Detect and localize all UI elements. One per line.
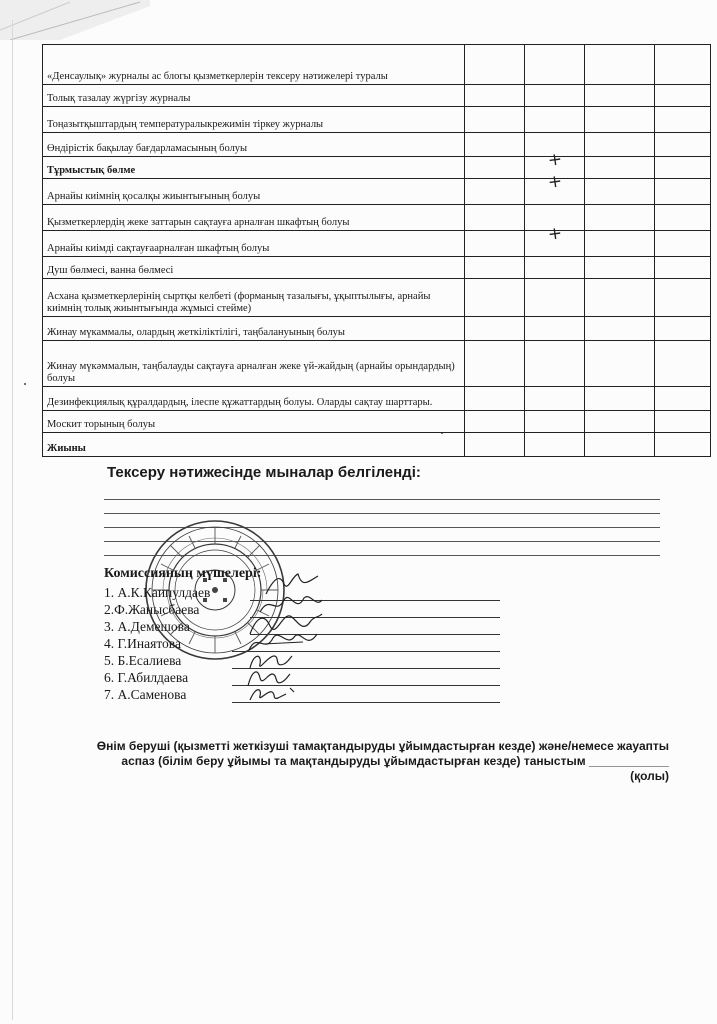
checklist-cell xyxy=(465,107,525,133)
checklist-cell xyxy=(655,45,711,85)
checklist-cell xyxy=(655,107,711,133)
checklist-row xyxy=(43,279,711,317)
checklist-row xyxy=(43,341,711,387)
checklist-cell xyxy=(585,317,655,341)
checklist-cell xyxy=(655,179,711,205)
checklist-item-label: Тұрмыстық бөлме xyxy=(43,157,465,179)
commission-member: 6. Г.Абилдаева xyxy=(104,670,189,685)
checklist-row xyxy=(43,411,711,433)
checklist-cell xyxy=(585,279,655,317)
checklist-cell xyxy=(585,341,655,387)
checklist-row xyxy=(43,205,711,231)
checklist-cell xyxy=(525,279,585,317)
checklist-item-label: «Денсаулық» журналы ас блогы қызметкерлерін тексеру нәтижелері туралы xyxy=(43,45,465,85)
acknowledgement-text: аспаз (білім беру ұйымы та мақтандыруды ұйымдастырған кезде) танысты xyxy=(121,754,577,768)
checkmark-plus: + xyxy=(545,171,563,193)
checklist-cell xyxy=(465,433,525,457)
checklist-cell xyxy=(585,179,655,205)
checklist-cell xyxy=(465,231,525,257)
checklist-cell xyxy=(655,231,711,257)
checklist-item-label: Москит торының болуы xyxy=(43,411,465,433)
checklist-cell xyxy=(585,107,655,133)
inspection-checklist-table xyxy=(42,44,711,457)
findings-title: Тексеру нәтижесінде мыналар белгіленді: xyxy=(107,464,421,481)
checklist-cell xyxy=(465,317,525,341)
checklist-row xyxy=(43,231,711,257)
checklist-item-label: Дезинфекциялық құралдардың, ілеспе құжаттардың болуы. Оларды сақтау шарттары. xyxy=(43,387,465,411)
checklist-cell xyxy=(525,411,585,433)
checklist-cell xyxy=(465,205,525,231)
checklist-row xyxy=(43,257,711,279)
checklist-row xyxy=(43,179,711,205)
checklist-item-label: Душ бөлмесі, ванна бөлмесі xyxy=(43,257,465,279)
checklist-cell xyxy=(525,341,585,387)
checkmark-plus: + xyxy=(545,223,563,245)
checklist-cell xyxy=(465,157,525,179)
findings-line xyxy=(104,513,660,514)
checklist-cell xyxy=(465,279,525,317)
checklist-cell xyxy=(655,133,711,157)
checklist-cell xyxy=(585,45,655,85)
acknowledgement-line-1: Өнім беруші (қызметті жеткізуші тамақтандыруды ұйымдастырған кезде) және/немесе жауапты xyxy=(96,739,669,753)
checklist-cell xyxy=(465,341,525,387)
checklist-cell xyxy=(655,341,711,387)
checklist-row xyxy=(43,157,711,179)
checklist-cell xyxy=(655,279,711,317)
checklist-cell xyxy=(525,85,585,107)
checklist-cell xyxy=(465,133,525,157)
checklist-cell xyxy=(465,387,525,411)
checklist-cell xyxy=(585,411,655,433)
checklist-cell xyxy=(655,387,711,411)
checklist-cell xyxy=(655,257,711,279)
checklist-row xyxy=(43,45,711,85)
signature-label: (қолы) xyxy=(630,769,669,783)
checklist-row xyxy=(43,387,711,411)
acknowledgement-line-2 xyxy=(121,754,669,768)
scan-edge-line xyxy=(0,20,13,1020)
checklist-row xyxy=(43,433,711,457)
checklist-cell xyxy=(525,257,585,279)
commission-member: 2.Ф.Жанысбаева xyxy=(104,602,200,617)
checklist-cell xyxy=(585,231,655,257)
checklist-cell xyxy=(585,157,655,179)
commission-member: 7. А.Саменова xyxy=(104,687,187,702)
checklist-cell xyxy=(525,107,585,133)
checklist-row xyxy=(43,85,711,107)
checklist-cell xyxy=(585,387,655,411)
checklist-cell xyxy=(525,45,585,85)
checklist-cell xyxy=(655,157,711,179)
checklist-item-label: Өндірістік бақылау бағдарламасының болуы xyxy=(43,133,465,157)
checklist-cell xyxy=(655,411,711,433)
checklist-item-label: Асхана қызметкерлерінің сыртқы келбеті (форманың тазалығы, ұқыптылығы, арнайы киімнің толық жиынтығында жұмысі стейме) xyxy=(43,279,465,317)
checklist-cell xyxy=(585,85,655,107)
checklist-item-label: Арнайы киімді сақтауғаарналған шкафтың болуы xyxy=(43,231,465,257)
commission-title: Комиссияның мүшелері: xyxy=(104,566,262,581)
checklist-cell xyxy=(525,387,585,411)
checklist-cell xyxy=(585,257,655,279)
checklist-cell xyxy=(655,85,711,107)
checklist-cell xyxy=(585,433,655,457)
scan-corner-shadow xyxy=(0,0,150,40)
checklist-cell xyxy=(655,433,711,457)
checklist-row xyxy=(43,317,711,341)
checklist-row xyxy=(43,107,711,133)
checklist-cell xyxy=(655,317,711,341)
signature-blank: м ____________ xyxy=(576,754,669,768)
checklist-cell xyxy=(585,133,655,157)
commission-member: 3. А.Демешова xyxy=(104,619,190,634)
scan-speck xyxy=(24,383,26,385)
checklist-cell xyxy=(585,205,655,231)
checklist-cell xyxy=(525,433,585,457)
checklist-item-label: Жиыны xyxy=(43,433,465,457)
signature-7 xyxy=(244,680,300,706)
checklist-cell xyxy=(525,133,585,171)
checklist-cell xyxy=(465,257,525,279)
checklist-item-label: Қызметкерлердің жеке заттарын сақтауға арналған шкафтың болуы xyxy=(43,205,465,231)
checklist-item-label: Тоңазытқыштардың температуралыкрежимін тіркеу журналы xyxy=(43,107,465,133)
checklist-item-label: Жинау мүкаммалы, олардың жеткіліктілігі, таңбалануының болуы xyxy=(43,317,465,341)
checklist-cell xyxy=(465,411,525,433)
commission-member: 1. А.К.Каипулдаев xyxy=(104,585,211,600)
checklist-item-label: Жинау мүкәммалын, таңбалауды сақтауға арналған жеке үй-жайдың (арнайы орындардың) болуы xyxy=(43,341,465,387)
checklist-cell xyxy=(655,205,711,231)
checklist-item-label: Толық тазалау жүргізу журналы xyxy=(43,85,465,107)
checklist-cell xyxy=(465,179,525,205)
checkmark-plus: + xyxy=(545,149,563,171)
checklist-row xyxy=(43,133,711,157)
checklist-item-label: Арнайы киімнің қосалқы жиынтығының болуы xyxy=(43,179,465,205)
checklist-cell xyxy=(465,45,525,85)
findings-line xyxy=(104,499,660,500)
checklist-cell xyxy=(525,317,585,341)
commission-member: 5. Б.Есалиева xyxy=(104,653,182,668)
commission-member: 4. Г.Инаятова xyxy=(104,636,181,651)
checklist-cell xyxy=(525,205,585,245)
checklist-cell xyxy=(465,85,525,107)
